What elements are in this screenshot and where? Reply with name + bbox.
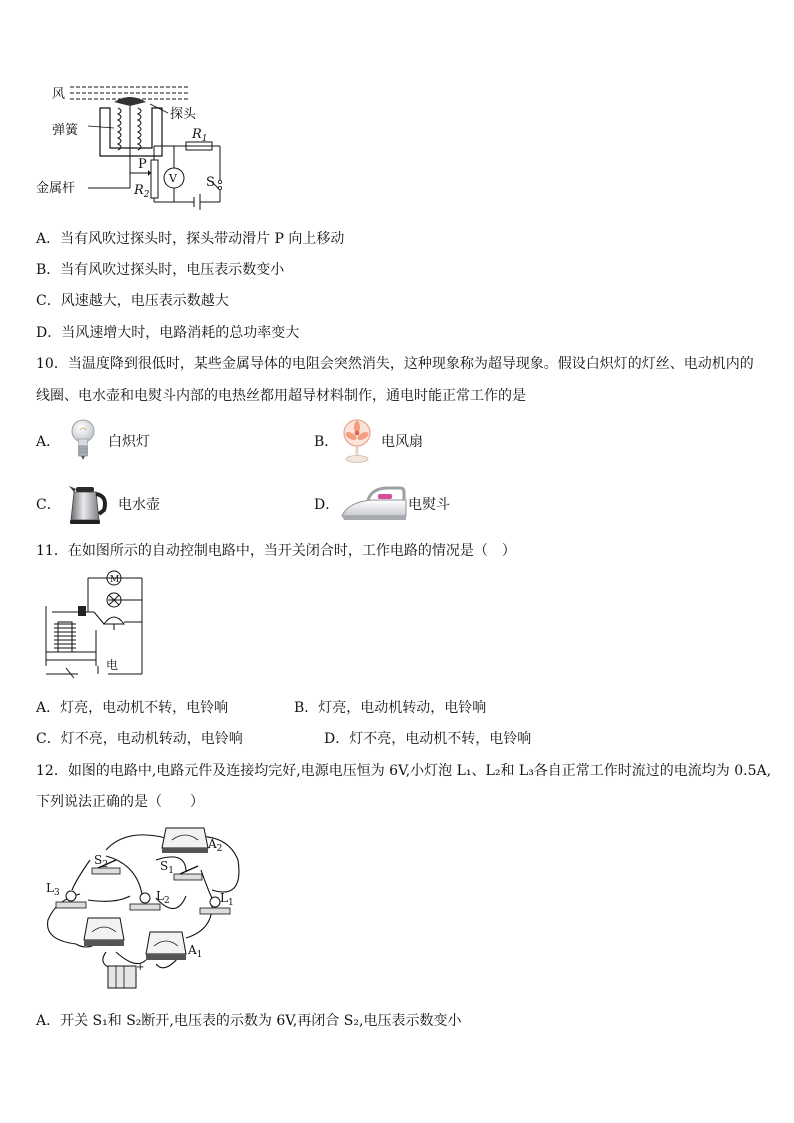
q10-option-b-label: 电风扇 [381, 434, 423, 450]
q10-option-a-letter: A． [36, 434, 61, 450]
q10-option-c-label: 电水壶 [118, 497, 160, 513]
battery-icon [108, 966, 136, 988]
a2-label: $A_2$ [208, 837, 223, 854]
q10-option-d-letter: D． [314, 497, 340, 513]
q11-stem: 11．在如图所示的自动控制电路中，当开关闭合时，工作电路的情况是（ ） [36, 543, 516, 559]
ammeter-a1-icon [146, 932, 186, 960]
s2-label: $S_2$ [94, 853, 108, 870]
r2-label: $R_2$ [134, 183, 150, 200]
voltmeter-icon [84, 918, 124, 946]
probe-label: 探头 [170, 107, 197, 122]
q12-option-a: A．开关 S₁和 S₂断开,电压表的示数为 6V,再闭合 S₂,电压表示数变小 [36, 1013, 462, 1029]
power-label: 电 [106, 658, 119, 672]
switch-s1-icon [174, 866, 202, 880]
q12-stem-line1: 12．如图的电路中,电路元件及连接均完好,电源电压恒为 6V,小灯泡 L₁、L₂和 L₃各自正常工作时流过的电流均为 0.5A, [36, 763, 772, 779]
q9-option-b: B．当有风吹过探头时，电压表示数变小 [36, 262, 285, 278]
q9-option-d: D．当风速增大时，电路消耗的总功率变大 [36, 325, 300, 341]
auto-control-circuit-diagram [38, 566, 150, 684]
r1-label: $R_1$ [192, 127, 208, 144]
q12-stem-line2: 下列说法正确的是（ ） [36, 794, 204, 810]
battery-plus-label: + [136, 962, 145, 973]
voltmeter-label: V [169, 172, 177, 185]
lamp-circuit-diagram [36, 820, 266, 996]
wind-sensor-circuit-diagram [30, 78, 230, 218]
probe-icon [114, 97, 146, 106]
q10-option-d-label: 电熨斗 [408, 497, 450, 513]
q10-option-b-letter: B． [314, 434, 339, 450]
ammeter-a2-icon [162, 828, 208, 853]
l1-label: $L_1$ [220, 891, 234, 908]
q9-option-c: C．风速越大，电压表示数越大 [36, 293, 229, 309]
l2-label: $L_2$ [156, 889, 170, 906]
q11-option-a: A．灯亮，电动机不转，电铃响 [36, 700, 229, 716]
q10-stem-line1: 10．当温度降到很低时，某些金属导体的电阻会突然消失，这种现象称为超导现象。假设白炽灯的灯丝、电动机内的 [36, 356, 754, 372]
q11-option-b: B．灯亮，电动机转动，电铃响 [294, 700, 487, 716]
q9-option-a: A．当有风吹过探头时，探头带动滑片 P 向上移动 [36, 231, 345, 247]
metal-rod-label: 金属杆 [36, 181, 76, 196]
l3-label: $L_3$ [46, 881, 60, 898]
q11-option-d: D．灯不亮，电动机不转，电铃响 [324, 731, 532, 747]
q10-stem-line2: 线圈、电水壶和电熨斗内部的电热丝都用超导材料制作，通电时能正常工作的是 [36, 388, 526, 404]
a1-label: $A_1$ [188, 943, 203, 960]
wind-label: 风 [52, 87, 66, 102]
lamp-l3-icon [56, 891, 86, 908]
motor-label: M [110, 575, 120, 585]
switch-s-label: S [206, 175, 215, 190]
spring-label: 弹簧 [52, 123, 79, 138]
s1-label: $S_1$ [160, 859, 174, 876]
kettle-icon [66, 480, 110, 526]
slider-p-label: P [138, 157, 147, 172]
q10-option-c-letter: C． [36, 497, 61, 513]
q10-option-a-label: 白炽灯 [108, 434, 150, 450]
iron-icon [338, 484, 410, 524]
desk-fan-icon [340, 418, 374, 464]
q11-option-c: C．灯不亮，电动机转动，电铃响 [36, 731, 243, 747]
light-bulb-icon [70, 418, 96, 462]
